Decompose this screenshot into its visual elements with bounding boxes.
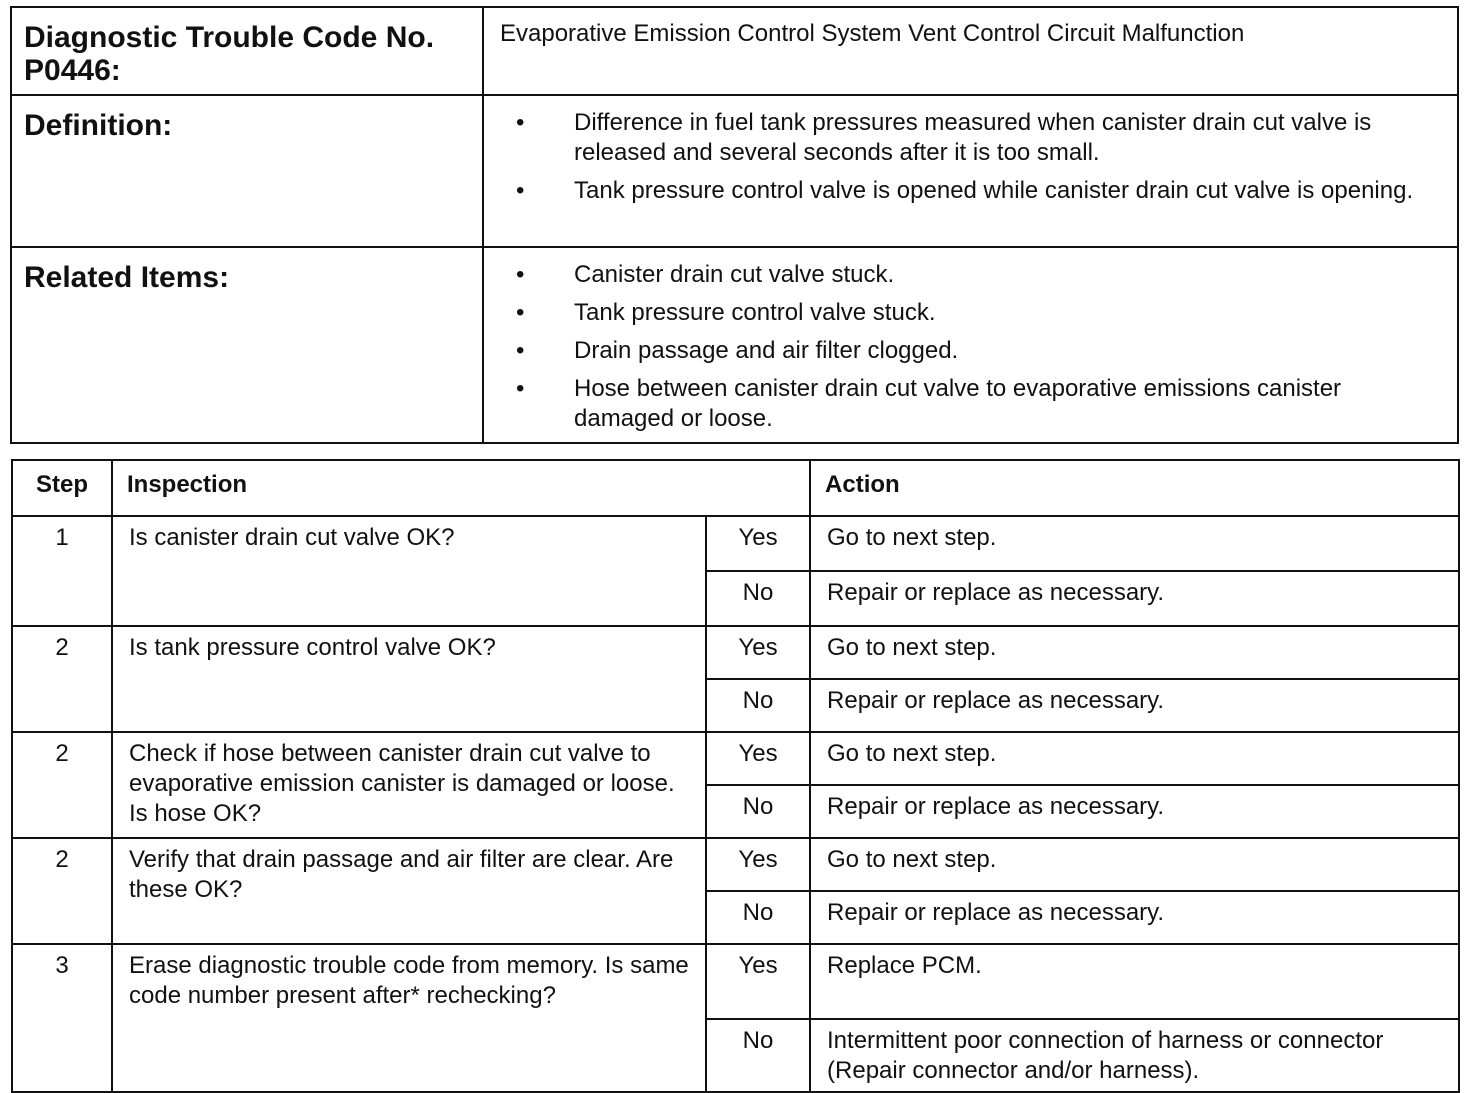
bullet-icon: • — [516, 375, 525, 402]
list-item — [500, 260, 1441, 290]
inspection-text: Verify that drain passage and air filter are clear. Are these OK? — [112, 838, 706, 944]
list-item — [500, 336, 1441, 366]
no-action: Repair or replace as necessary. — [810, 679, 1459, 732]
yes-label: Yes — [706, 626, 810, 679]
step-number: 1 — [12, 516, 112, 626]
step-header: Step — [12, 460, 112, 516]
related-items-label: Related Items: — [11, 247, 483, 443]
yes-action: Go to next step. — [810, 516, 1459, 571]
yes-label: Yes — [706, 732, 810, 785]
no-label: No — [706, 679, 810, 732]
list-item — [500, 298, 1441, 328]
inspection-text: Check if hose between canister drain cut valve to evaporative emission canister is damaged or loose. Is hose OK? — [112, 732, 706, 838]
step-number: 3 — [12, 944, 112, 1092]
no-label: No — [706, 891, 810, 944]
inspection-header: Inspection — [112, 460, 810, 516]
table-row — [12, 838, 1459, 891]
definition-text: Tank pressure control valve is opened while canister drain cut valve is opening. — [574, 177, 1414, 204]
diagnostic-steps-table — [11, 459, 1460, 1093]
dtc-code-title: Evaporative Emission Control System Vent Control Circuit Malfunction — [483, 7, 1458, 95]
yes-action: Replace PCM. — [810, 944, 1459, 1019]
definition-row — [11, 95, 1458, 247]
related-items-cell — [483, 247, 1458, 443]
related-item-text: Canister drain cut valve stuck. — [574, 261, 895, 288]
step-number: 2 — [12, 732, 112, 838]
action-header: Action — [810, 460, 1459, 516]
related-item-text: Drain passage and air filter clogged. — [574, 337, 959, 364]
yes-action: Go to next step. — [810, 838, 1459, 891]
definition-list — [500, 108, 1441, 206]
no-label: No — [706, 785, 810, 838]
step-number: 2 — [12, 838, 112, 944]
no-action: Repair or replace as necessary. — [810, 891, 1459, 944]
related-items-row — [11, 247, 1458, 443]
inspection-text: Erase diagnostic trouble code from memory. Is same code number present after* rechecking? — [112, 944, 706, 1092]
inspection-text: Is canister drain cut valve OK? — [112, 516, 706, 626]
table-header-row — [12, 460, 1459, 516]
no-action: Repair or replace as necessary. — [810, 571, 1459, 626]
bullet-icon: • — [516, 109, 525, 136]
list-item — [500, 374, 1441, 434]
no-action: Repair or replace as necessary. — [810, 785, 1459, 838]
no-label: No — [706, 571, 810, 626]
table-row — [12, 626, 1459, 679]
related-item-text: Tank pressure control valve stuck. — [574, 299, 936, 326]
yes-label: Yes — [706, 944, 810, 1019]
definition-cell — [483, 95, 1458, 247]
table-row — [12, 732, 1459, 785]
yes-label: Yes — [706, 516, 810, 571]
related-item-text: Hose between canister drain cut valve to evaporative emissions canister damaged or loose. — [574, 375, 1342, 432]
bullet-icon: • — [516, 299, 525, 326]
yes-action: Go to next step. — [810, 626, 1459, 679]
table-row — [12, 516, 1459, 571]
bullet-icon: • — [516, 261, 525, 288]
definition-label: Definition: — [11, 95, 483, 247]
bullet-icon: • — [516, 177, 525, 204]
yes-label: Yes — [706, 838, 810, 891]
list-item — [500, 176, 1441, 206]
dtc-code-row — [11, 7, 1458, 95]
no-label: No — [706, 1019, 810, 1092]
inspection-text: Is tank pressure control valve OK? — [112, 626, 706, 732]
table-row — [12, 944, 1459, 1019]
definition-text: Difference in fuel tank pressures measured when canister drain cut valve is released and several seconds after it is too small. — [574, 109, 1372, 166]
list-item — [500, 108, 1441, 168]
dtc-code-label: Diagnostic Trouble Code No. P0446: — [11, 7, 483, 95]
step-number: 2 — [12, 626, 112, 732]
dtc-info-table — [10, 6, 1459, 444]
related-items-list — [500, 260, 1441, 434]
bullet-icon: • — [516, 337, 525, 364]
no-action: Intermittent poor connection of harness or connector (Repair connector and/or harness). — [810, 1019, 1459, 1092]
yes-action: Go to next step. — [810, 732, 1459, 785]
